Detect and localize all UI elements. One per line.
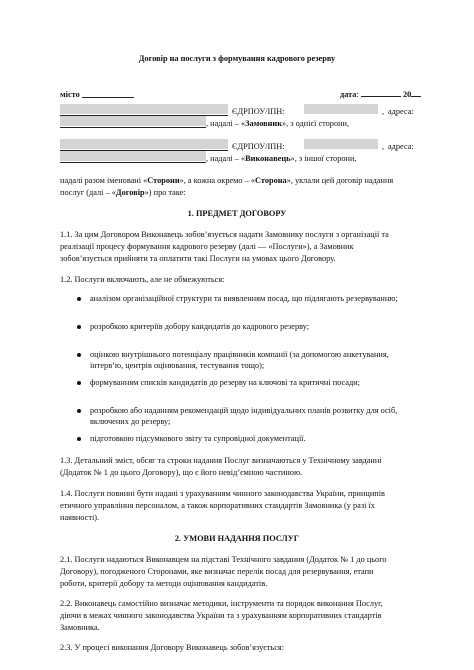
section-1-title: 1. ПРЕДМЕТ ДОГОВОРУ	[187, 209, 287, 218]
place-blank	[82, 97, 134, 98]
p1-4-line-1: 1.4. Послуги повинні бути надані з урахуванням чинного законодавства України, принципів	[60, 489, 385, 498]
party2-name-redacted	[60, 139, 228, 149]
party2-role: Виконавець	[245, 154, 291, 163]
year-blank	[411, 89, 421, 97]
bullet-3-line-2: інтерв’ю, центрів оцінювання, тестування тощо);	[90, 361, 265, 370]
bullet-5-line-2: включених до резерву;	[90, 417, 171, 426]
p1-3-line-1: 1.3. Детальний зміст, обсяг та строки надання Послуг визначаються у Технічному завданні	[60, 456, 382, 465]
party1-role: Замовник	[245, 119, 282, 128]
party2-address-label: адреса:	[388, 142, 414, 151]
date-label: дата	[340, 90, 357, 99]
party2-address-blank	[60, 162, 206, 163]
party1-code-redacted	[304, 104, 378, 114]
document-page: Договір на послуги з формування кадрового резерву місто дата: 20 ЄДРПОУ/ІПН: , адреса: , надалі – «Замовник», з однієї сторони, ЄДРПОУ/ІПН: , адреса: , надалі – «Виконавець», з іншої сторони, надалі разом іменовані «Сторони», а кожна окремо – «Сторона», уклали цей договір надання послуг (далі – «Договір») про таке: 1. ПРЕДМЕТ ДОГОВОРУ 1.1. За цим Договором Виконавець зобов’язується надати Замовнику послуги з організації та реалізації процесу формування кадрового резерву (далі — «Послуги»), а Замовник зобов’язується прийняти та оплатити такі Послуги на умовах цього Договору. 1.2. Послуги включають, але не обмежуються: аналізом організаційної структури та виявленням посад, що підлягають резервуванню; розробкою критеріїв добору кандидатів до кадрового резерву; оцінкою внутрішнього потенціалу працівників компанії (за допомогою анкетування, інтерв’ю, центрів оцінювання, тестування тощо); формуванням списків кандидатів до резерву на ключові та критичні посади; розробкою або наданням рекомендацій щодо індивідуальних планів розвитку для осіб, включених до резерву; підготовкою підсумкового звіту та супровідної документації. 1.3. Детальний зміст, обсяг та строки надання Послуг визначаються у Технічному завданні (Додаток № 1 до цього Договору), що є його невід’ємною частиною. 1.4. Послуги повинні бути надані з урахуванням чинного законодавства України, принципів етичного управління персоналом, а також корпоративних стандартів Замовника (у разі їх наявності). 2. УМОВИ НАДАННЯ ПОСЛУГ 2.1. Послуги надаються Виконавцем на підставі Технічного завдання (Додаток № 1 до цього Договору), погодженого Сторонами, яке визначає перелік посад для резервування, етапи роботи, критерії добору та методи оцінювання кандидатів. 2.2. Виконавець самостійно визначає методики, інструменти та порядок виконання Послуг, діючи в межах чинного законодавства України та з урахуванням корпоративних стандартів Замовника. 2.3. У процесі виконання Договору Виконавець зобов’язується:	[0, 0, 474, 670]
p2-3: 2.3. У процесі виконання Договору Виконавець зобов’язується:	[60, 643, 285, 652]
bullet-dot	[77, 297, 81, 301]
p1-3-line-2: (Додаток № 1 до цього Договору), що є його невід’ємною частиною.	[60, 468, 303, 477]
section-2-title: 2. УМОВИ НАДАННЯ ПОСЛУГ	[174, 534, 300, 543]
place-label: місто	[60, 90, 80, 99]
intro-line-1: надалі разом іменовані «Сторони», а кожна окремо – «Сторона», уклали цей договір надання	[60, 176, 394, 185]
p2-2-line-3: Замовника.	[60, 623, 100, 632]
p2-1-line-1: 2.1. Послуги надаються Виконавцем на підставі Технічного завдання (Додаток № 1 до цього	[60, 555, 387, 564]
p1-4-line-2: етичного управління персоналом, а також корпоративних стандартів Замовника (у разі їх	[60, 501, 375, 510]
date-row: дата: 20	[340, 89, 421, 101]
party1-address-redacted	[60, 116, 206, 126]
party1-suffix: , надалі – «Замовник», з однієї сторони,	[206, 119, 350, 128]
bullet-dot	[77, 437, 81, 441]
p1-2: 1.2. Послуги включають, але не обмежуються:	[60, 275, 225, 284]
bullet-6: підготовкою підсумкового звіту та супровідної документації.	[90, 434, 306, 443]
bullet-2: розробкою критеріїв добору кандидатів до кадрового резерву;	[90, 322, 310, 331]
date-year: 20	[402, 90, 412, 99]
p1-4-line-3: наявності).	[60, 513, 100, 522]
bullet-dot	[77, 409, 81, 413]
party2-address-redacted	[60, 151, 206, 161]
date-blank	[361, 89, 401, 97]
party2-suffix: , надалі – «Виконавець», з іншої сторони,	[206, 154, 357, 163]
party1-name-redacted	[60, 104, 228, 114]
p1-1-line-1: 1.1. За цим Договором Виконавець зобов’язується надати Замовнику послуги з організації та	[60, 230, 389, 239]
bullet-4: формуванням списків кандидатів до резерву на ключові та критичні посади;	[90, 378, 360, 387]
p2-2-line-2: діючи в межах чинного законодавства України та з урахуванням корпоративних стандартів	[60, 611, 382, 620]
bullet-3-line-1: оцінкою внутрішнього потенціалу працівників компанії (за допомогою анкетування,	[90, 350, 389, 359]
p1-1-line-3: зобов’язується прийняти та оплатити такі Послуги на умовах цього Договору.	[60, 254, 336, 263]
party2-code-label: ЄДРПОУ/ІПН:	[232, 142, 285, 151]
party1-address-blank	[60, 127, 206, 128]
document-title: Договір на послуги з формування кадрового резерву	[138, 54, 336, 63]
p1-1-line-2: реалізації процесу формування кадрового резерву (далі — «Послуги»), а Замовник	[60, 242, 354, 251]
bullet-dot	[77, 353, 81, 357]
p2-1-line-3: роботи, критерії добору та методи оцінювання кандидатів.	[60, 579, 268, 588]
bullet-dot	[77, 325, 81, 329]
party1-address-label: адреса:	[388, 107, 414, 116]
bullet-1: аналізом організаційної структури та виявленням посад, що підлягають резервуванню;	[90, 294, 398, 303]
bullet-5-line-1: розробкою або наданням рекомендацій щодо індивідуальних планів розвитку для осіб,	[90, 406, 398, 415]
party2-code-redacted	[304, 139, 378, 149]
bullet-dot	[77, 381, 81, 385]
party1-code-label: ЄДРПОУ/ІПН:	[232, 107, 285, 116]
intro-line-2: послуг (далі – «Договір») про таке:	[60, 188, 186, 197]
p2-1-line-2: Договору), погодженого Сторонами, яке визначає перелік посад для резервування, етапи	[60, 567, 374, 576]
p2-2-line-1: 2.2. Виконавець самостійно визначає методики, інструменти та порядок виконання Послуг,	[60, 599, 383, 608]
